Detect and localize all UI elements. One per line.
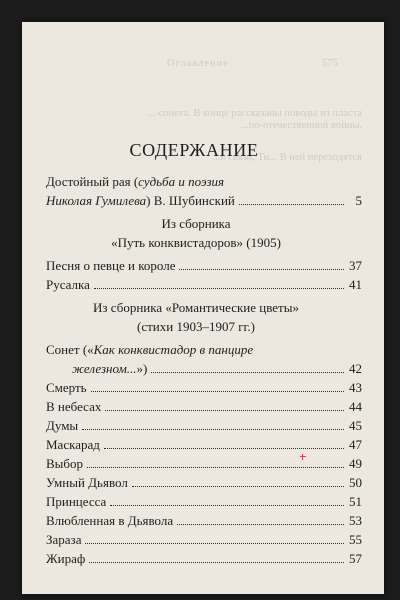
dot-leader (91, 391, 344, 392)
toc-entry-sonnet-line1 (46, 340, 362, 359)
toc-entry[interactable] (46, 435, 362, 454)
dot-leader (239, 204, 344, 205)
entry-title-suffix: ») (136, 361, 148, 376)
page-number: 37 (349, 258, 362, 273)
dot-leader (104, 448, 344, 449)
entry-author: ) В. Шубинский (146, 193, 235, 208)
dot-leader (94, 288, 344, 289)
bleed-through-header: Оглавление (167, 58, 229, 69)
section-heading: «Путь конквистадоров» (1905) (111, 235, 281, 250)
toc-entry[interactable] (46, 530, 362, 549)
dot-leader (177, 524, 344, 525)
toc-entry-sonnet[interactable] (46, 359, 362, 378)
dot-leader (151, 372, 344, 373)
entry-title: Жираф (46, 551, 86, 566)
toc-entry[interactable] (46, 454, 362, 473)
toc-entry[interactable] (46, 416, 362, 435)
toc-entry-intro-line1 (46, 172, 362, 191)
toc-entry[interactable] (46, 511, 362, 530)
table-of-contents (46, 140, 362, 568)
section-heading: Из сборника «Романтические цветы» (93, 300, 299, 315)
page-number: 49 (349, 456, 362, 471)
entry-title: Умный Дьявол (46, 475, 128, 490)
dot-leader (82, 429, 344, 430)
entry-title: Влюбленная в Дьявола (46, 513, 174, 528)
page-number: 45 (349, 418, 362, 433)
entry-title: В небесах (46, 399, 102, 414)
toc-entry[interactable] (46, 492, 362, 511)
dot-leader (179, 269, 344, 270)
page-number: 53 (349, 513, 362, 528)
dot-leader (85, 543, 344, 544)
entry-title-continued (46, 359, 147, 378)
page-number: 51 (349, 494, 362, 509)
dot-leader (132, 486, 344, 487)
entry-title: Смерть (46, 380, 87, 395)
entry-title-italic: железном... (72, 361, 137, 376)
entry-title: Песня о певце и короле (46, 258, 176, 273)
dot-leader (87, 467, 344, 468)
toc-entry[interactable] (46, 275, 362, 294)
toc-entry[interactable] (46, 549, 362, 568)
page-number: 57 (349, 551, 362, 566)
toc-entry[interactable] (46, 378, 362, 397)
toc-entry-intro[interactable] (46, 191, 362, 210)
section-heading: Из сборника (161, 216, 231, 231)
section-heading: (стихи 1903–1907 гг.) (137, 319, 255, 334)
entry-title: Маскарад (46, 437, 100, 452)
toc-entry[interactable] (46, 473, 362, 492)
page-number: 42 (349, 361, 362, 376)
page-number: 47 (349, 437, 362, 452)
dot-leader (89, 562, 344, 563)
entry-title: Достойный рая ( (46, 174, 139, 189)
entry-title: Принцесса (46, 494, 107, 509)
dot-leader (110, 505, 344, 506)
page-number: 41 (349, 277, 362, 292)
toc-entry[interactable] (46, 256, 362, 275)
dot-leader (105, 410, 344, 411)
entry-title: Сонет (« (46, 342, 94, 357)
bleed-through-text: ...в связи, Ти... В ней переходятся (212, 152, 362, 163)
page-number: 44 (349, 399, 362, 414)
toc-title: СОДЕРЖАНИЕ (129, 140, 259, 160)
page-number: 43 (349, 380, 362, 395)
entry-title: Выбор (46, 456, 84, 471)
entry-title: Зараза (46, 532, 82, 547)
page-number: 55 (349, 532, 362, 547)
bleed-through-text: ...по-отечественной войны. (240, 120, 362, 131)
entry-title-italic: Как конквистадор в панцире (93, 342, 254, 357)
page-number: 50 (349, 475, 362, 490)
bleed-through-text: ...-сонета. В конце рассказаны поводы из пласта (147, 108, 362, 119)
entry-title: Думы (46, 418, 79, 433)
toc-entry[interactable] (46, 397, 362, 416)
bleed-through-page-number: 575 (322, 58, 338, 69)
entry-title-italic: Николая Гумилева (46, 193, 147, 208)
entry-title-italic: судьба и поэзия (138, 174, 225, 189)
entry-title: Русалка (46, 277, 90, 292)
page-number: 5 (355, 193, 362, 208)
